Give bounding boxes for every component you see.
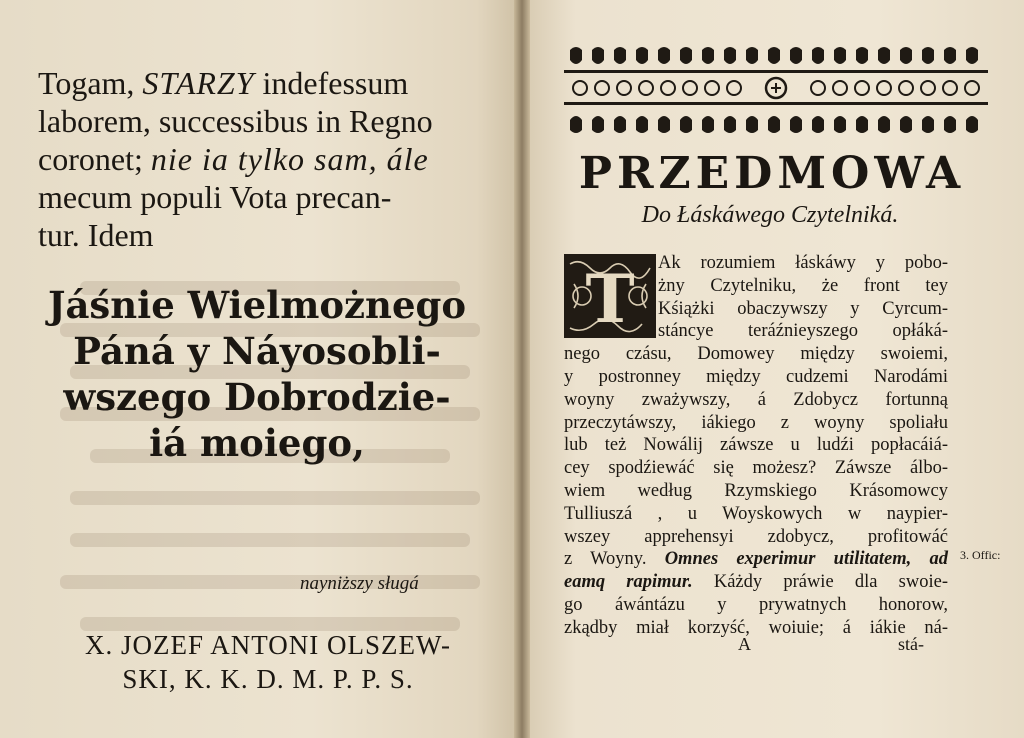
body-line-15: eamq rapimur. Káżdy práwie dla swoie- — [564, 572, 948, 593]
dedication-line-1: Togam, STARZY indefessum — [38, 65, 409, 101]
body-line-16: go áwántázu y prywatnych honorow, — [564, 594, 948, 615]
margin-note: 3. Offic: — [960, 548, 1001, 562]
author-line-1: X. JOZEF ANTONI OLSZEW- — [85, 630, 451, 660]
title-line-4: iá moiego, — [149, 421, 365, 465]
body-line-4: stáncye teráźnieyszego opłáká- — [658, 321, 948, 342]
catchword: stá- — [898, 634, 924, 654]
body-line-10: cey spodźiewáć się możesz? Záwsze álbo- — [564, 458, 948, 479]
signature-mark: A — [738, 634, 753, 654]
ornament-middle-row — [573, 78, 979, 98]
body-line-12: Tulliuszá , u Woyskowych w naypier- — [564, 503, 948, 524]
author-line-2: SKI, K. K. D. M. P. P. S. — [122, 664, 414, 694]
book-gutter — [514, 0, 530, 738]
ornament-bottom-row — [570, 116, 978, 133]
body-line-7: woyny zważywszy, á Zdobycz fortunną — [564, 389, 948, 410]
dedication-line-2: laborem, successibus in Regno — [38, 103, 433, 139]
dedication-line-5: tur. Idem — [38, 217, 154, 253]
starzy-name: STARZY — [142, 65, 255, 101]
body-line-6: y postronney między cudzemi Narodámi — [564, 366, 948, 387]
body-line-1: Ak rozumiem łáskáwy y pobo- — [658, 253, 948, 273]
signoff: nayniższy sługá — [300, 573, 419, 594]
preface-heading: PRZEDMOWA — [578, 148, 966, 199]
dedication-line-4: mecum populi Vota precan- — [38, 179, 392, 215]
body-line-11: wiem według Rzymskiego Krásomowcy — [564, 480, 948, 501]
body-line-8: przeczytáwszy, iákiego z woyny spoliału — [564, 412, 948, 433]
body-line-2: żny Czytelniku, że front tey — [658, 275, 948, 296]
preface-body — [564, 252, 948, 640]
title-line-1: Jáśnie Wielmożnego — [47, 283, 467, 327]
body-line-14: z Woyny. Omnes experimur utilitatem, ad — [564, 549, 948, 570]
body-line-5: nego czásu, Domowey między swoiemi, — [564, 344, 948, 365]
headpiece-ornament-icon — [562, 44, 990, 136]
body-line-3: Kśiążki obaczywszy y Cyrcum- — [658, 298, 948, 319]
body-line-13: wszey apprehensyi zdobycz, profitowáć — [564, 526, 948, 547]
ornament-top-row — [570, 47, 978, 64]
body-line-17: zkądby miał korzyść, woiuie; á iákie ná- — [564, 617, 948, 638]
dropcap-letter: T — [585, 260, 635, 338]
preface-subheading: Do Łáskáwego Czytelniká. — [641, 202, 899, 228]
dedication-paragraph — [38, 64, 478, 254]
author-name — [58, 628, 478, 696]
body-line-9: lub też Nowálij záwsze u ludźi popłacáiá- — [564, 435, 948, 456]
dedication-line-3: coronet; nie ia tylko sam, ále — [38, 141, 429, 177]
dedication-title — [34, 282, 480, 466]
title-line-2: Páná y Náyosobli- — [73, 329, 441, 373]
title-line-3: wszego Dobrodzie- — [63, 375, 451, 419]
